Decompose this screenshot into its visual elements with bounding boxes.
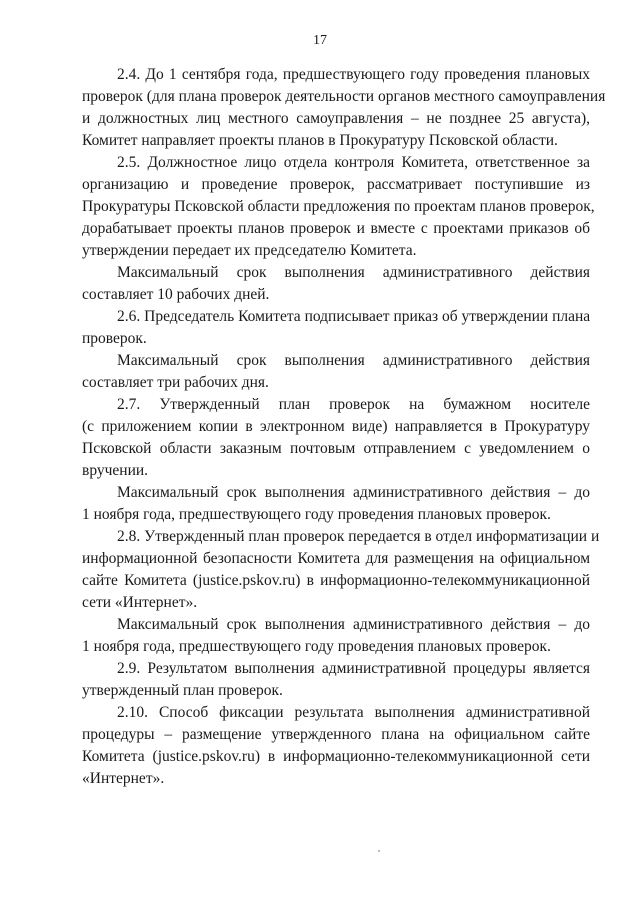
text-line: 2.9. Результатом выполнения административной процедуры является xyxy=(117,660,590,677)
text-line: (с приложением копии в электронном виде) направляется в Прокуратуру xyxy=(82,418,590,435)
text-line: утвержденный план проверок. xyxy=(82,682,283,699)
text-line: 2.10. Способ фиксации результата выполнения административной xyxy=(117,704,590,721)
text-line: Прокуратуры Псковской области предложения по проектам планов проверок, xyxy=(82,198,595,215)
text-line: 2.4. До 1 сентября года, предшествующего году проведения плановых xyxy=(117,66,590,83)
text-line: вручении. xyxy=(82,462,149,479)
text-line: утверждении передает их председателю Комитета. xyxy=(82,242,417,259)
text-line: процедуры – размещение утвержденного плана на официальном сайте xyxy=(82,726,590,743)
text-line: и должностных лиц местного самоуправления – не позднее 25 августа), xyxy=(82,110,590,127)
text-line: сети «Интернет». xyxy=(82,594,198,611)
page-number: 17 xyxy=(313,33,327,48)
text-line: проверок (для плана проверок деятельности органов местного самоуправления xyxy=(82,88,606,105)
text-line: Максимальный срок выполнения административного действия – до xyxy=(117,616,590,633)
scan-speck xyxy=(378,850,380,852)
text-line: 1 ноября года, предшествующего году проведения плановых проверок. xyxy=(82,506,551,523)
text-line: 2.7. Утвержденный план проверок на бумажном носителе xyxy=(117,396,590,413)
text-line: проверок. xyxy=(82,330,147,347)
text-line: Максимальный срок выполнения административного действия – до xyxy=(117,484,590,501)
text-line: Комитет направляет проекты планов в Прокуратуру Псковской области. xyxy=(82,132,558,149)
text-line: дорабатывает проекты планов проверок и вместе с проектами приказов об xyxy=(82,220,590,237)
text-line: организацию и проведение проверок, рассматривает поступившие из xyxy=(82,176,590,193)
text-line: сайте Комитета (justice.pskov.ru) в информационно-телекоммуникационной xyxy=(82,572,590,589)
text-line: 2.6. Председатель Комитета подписывает приказ об утверждении плана xyxy=(117,308,591,325)
text-line: 2.5. Должностное лицо отдела контроля Комитета, ответственное за xyxy=(117,154,590,171)
text-line: Комитета (justice.pskov.ru) в информационно-телекоммуникационной сети xyxy=(82,748,590,765)
text-line: Псковской области заказным почтовым отправлением с уведомлением о xyxy=(82,440,590,457)
text-line: информационной безопасности Комитета для размещения на официальном xyxy=(82,550,590,567)
text-line: 2.8. Утвержденный план проверок передается в отдел информатизации и xyxy=(117,528,600,545)
text-line: «Интернет». xyxy=(82,770,165,787)
text-line: 1 ноября года, предшествующего году проведения плановых проверок. xyxy=(82,638,551,655)
text-line: составляет три рабочих дня. xyxy=(82,374,269,391)
text-line: составляет 10 рабочих дней. xyxy=(82,286,270,303)
text-line: Максимальный срок выполнения административного действия xyxy=(117,264,590,281)
text-line: Максимальный срок выполнения административного действия xyxy=(117,352,590,369)
